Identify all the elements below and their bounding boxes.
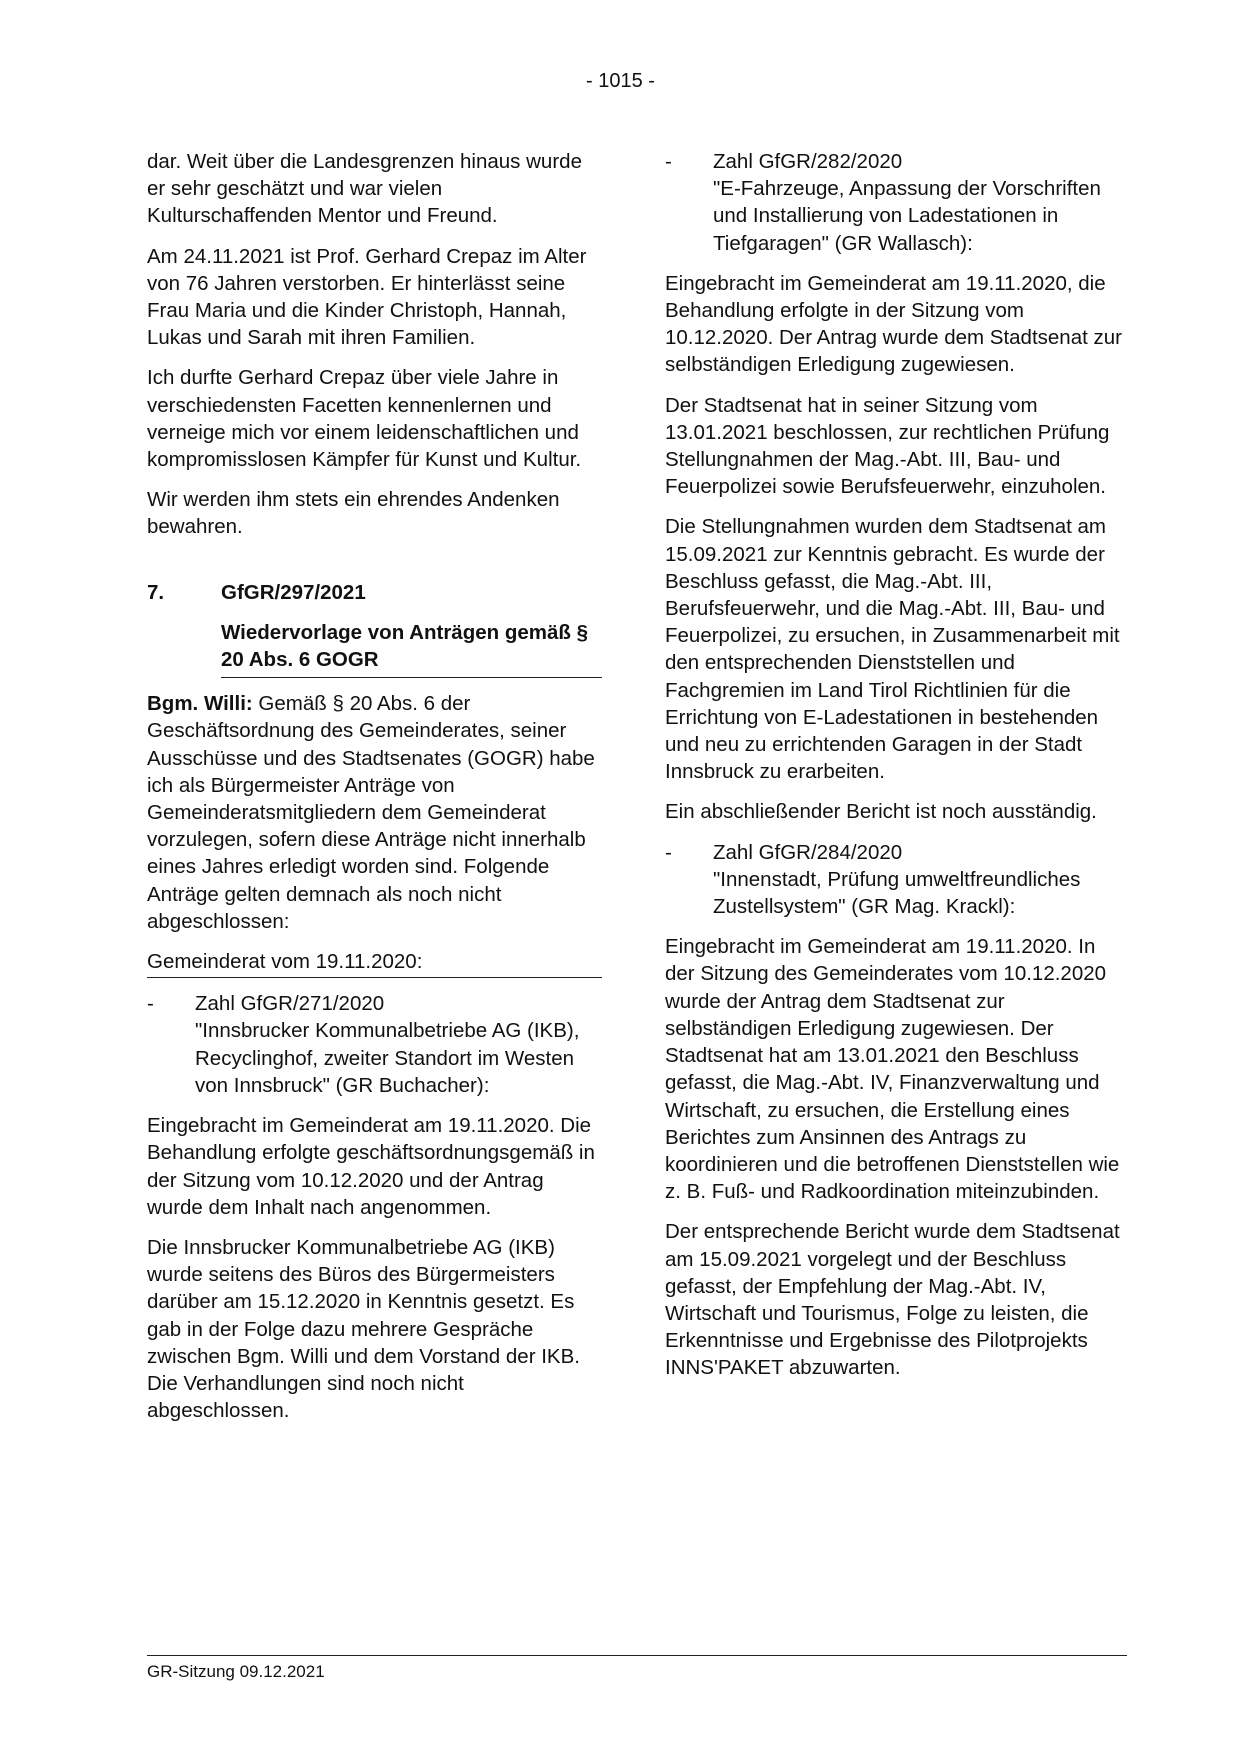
motion-paragraph: Ein abschließender Bericht ist noch ausständig.	[665, 800, 1097, 824]
motion-number: Zahl GfGR/271/2020	[195, 992, 385, 1016]
right-column	[665, 148, 1127, 1395]
motion-title: "E-Fahrzeuge, Anpassung der Vorschriften und Installierung von Ladestationen in Tiefgaragen" (GR Wallasch):	[713, 177, 1101, 255]
speech-paragraph	[147, 690, 602, 935]
list-dash: -	[665, 150, 672, 173]
footer-text: GR-Sitzung 09.12.2021	[147, 1662, 325, 1681]
motion-paragraph: Eingebracht im Gemeinderat am 19.11.2020. In der Sitzung des Gemeinderates vom 10.12.2020 wurde der Antrag dem Stadtsenat zur selbständigen Erledigung zugewiesen. Der Stadtsenat hat am 13.01.2021 den Beschluss gefasst, die Mag.-Abt. IV, Finanzverwaltung und Wirtschaft, zu ersuchen, die Erstellung eines Berichtes zum Ansinnen des Antrags zu koordinieren und die betroffenen Dienststellen wie z. B. Fuß- und Radkoordination miteinzubinden.	[665, 935, 1120, 1204]
motion-paragraph: Eingebracht im Gemeinderat am 19.11.2020. Die Behandlung erfolgte geschäftsordnungsgemäß in der Sitzung vom 10.12.2020 und der Antrag wurde dem Inhalt nach angenommen.	[147, 1114, 595, 1219]
agenda-item-number: 7.	[147, 580, 165, 604]
motion-paragraph: Der Stadtsenat hat in seiner Sitzung vom 13.01.2021 beschlossen, zur rechtlichen Prüfung Stellungnahmen der Mag.-Abt. III, Bau- und Feuerpolizei sowie Berufsfeuerwehr, einzuholen.	[665, 393, 1110, 499]
motion-item	[665, 148, 1127, 257]
motion-paragraph: Eingebracht im Gemeinderat am 19.11.2020, die Behandlung erfolgte in der Sitzung vom 10.12.2020. Der Antrag wurde dem Stadtsenat zur selbständigen Erledigung zugewiesen.	[665, 271, 1122, 377]
paragraph: dar. Weit über die Landesgrenzen hinaus wurde er sehr geschätzt und war vielen Kulturschaffenden Mentor und Freund.	[147, 150, 582, 228]
motion-paragraph: Der entsprechende Bericht wurde dem Stadtsenat am 15.09.2021 vorgelegt und der Beschluss gefasst, der Empfehlung der Mag.-Abt. IV, Wirtschaft und Tourismus, Folge zu leisten, die Erkenntnisse und Ergebnisse des Pilotprojekts INNS'PAKET abzuwarten.	[665, 1220, 1120, 1380]
speaker-name: Bgm. Willi:	[147, 692, 253, 716]
agenda-item-heading	[147, 579, 602, 679]
motion-paragraph: Die Stellungnahmen wurden dem Stadtsenat am 15.09.2021 zur Kenntnis gebracht. Es wurde der Beschluss gefasst, die Mag.-Abt. III, Berufsfeuerwehr, und die Mag.-Abt. III, Bau- und Feuerpolizei, zu ersuchen, in Zusammenarbeit mit den entsprechenden Dienststellen und Fachgremien im Land Tirol Richtlinien für die Errichtung von E-Ladestationen in bestehenden und neu zu errichtenden Garagen in der Stadt Innsbruck zu erarbeiten.	[665, 515, 1120, 784]
motion-number: Zahl GfGR/284/2020	[713, 840, 903, 864]
page-number: - 1015 -	[586, 70, 655, 92]
speech-text: Gemäß § 20 Abs. 6 der Geschäftsordnung des Gemeinderates, seiner Ausschüsse und des Stadtsenates (GOGR) habe ich als Bürgermeister Anträge von Gemeinderatsmitgliedern dem Gemeinderat vorzulegen, sofern diese Anträge nicht innerhalb eines Jahres erledigt worden sind. Folgende Anträge gelten demnach als noch nicht abgeschlossen:	[147, 692, 595, 933]
footer-divider	[147, 1655, 1127, 1656]
motion-paragraph: Die Innsbrucker Kommunalbetriebe AG (IKB) wurde seitens des Büros des Bürgermeisters darüber am 15.12.2020 in Kenntnis gesetzt. Es gab in der Folge dazu mehrere Gespräche zwischen Bgm. Willi und dem Vorstand der IKB. Die Verhandlungen sind noch nicht abgeschlossen.	[147, 1235, 580, 1423]
paragraph: Wir werden ihm stets ein ehrendes Andenken bewahren.	[147, 488, 560, 539]
meeting-heading: Gemeinderat vom 19.11.2020:	[147, 948, 602, 978]
motion-title: "Innsbrucker Kommunalbetriebe AG (IKB), Recyclinghof, zweiter Standort im Westen von Innsbruck" (GR Buchacher):	[195, 1019, 580, 1097]
paragraph: Ich durfte Gerhard Crepaz über viele Jahre in verschiedensten Facetten kennenlernen und verneige mich vor einem leidenschaftlichen und kompromisslosen Kämpfer für Kunst und Kultur.	[147, 366, 582, 472]
paragraph: Am 24.11.2021 ist Prof. Gerhard Crepaz im Alter von 76 Jahren verstorben. Er hinterlässt seine Frau Maria und die Kinder Christoph, Hannah, Lukas und Sarah mit ihren Familien.	[147, 244, 587, 350]
motion-item	[665, 839, 1127, 921]
list-dash: -	[665, 840, 672, 864]
agenda-item-code: GfGR/297/2021	[221, 580, 366, 604]
motion-number: Zahl GfGR/282/2020	[713, 150, 903, 173]
motion-title: "Innenstadt, Prüfung umweltfreundliches Zustellsystem" (GR Mag. Krackl):	[713, 867, 1081, 919]
motion-item	[147, 990, 602, 1099]
agenda-item-subject: Wiedervorlage von Anträgen gemäß § 20 Abs. 6 GOGR	[221, 619, 602, 678]
list-dash: -	[147, 992, 154, 1016]
left-column	[147, 148, 602, 1437]
